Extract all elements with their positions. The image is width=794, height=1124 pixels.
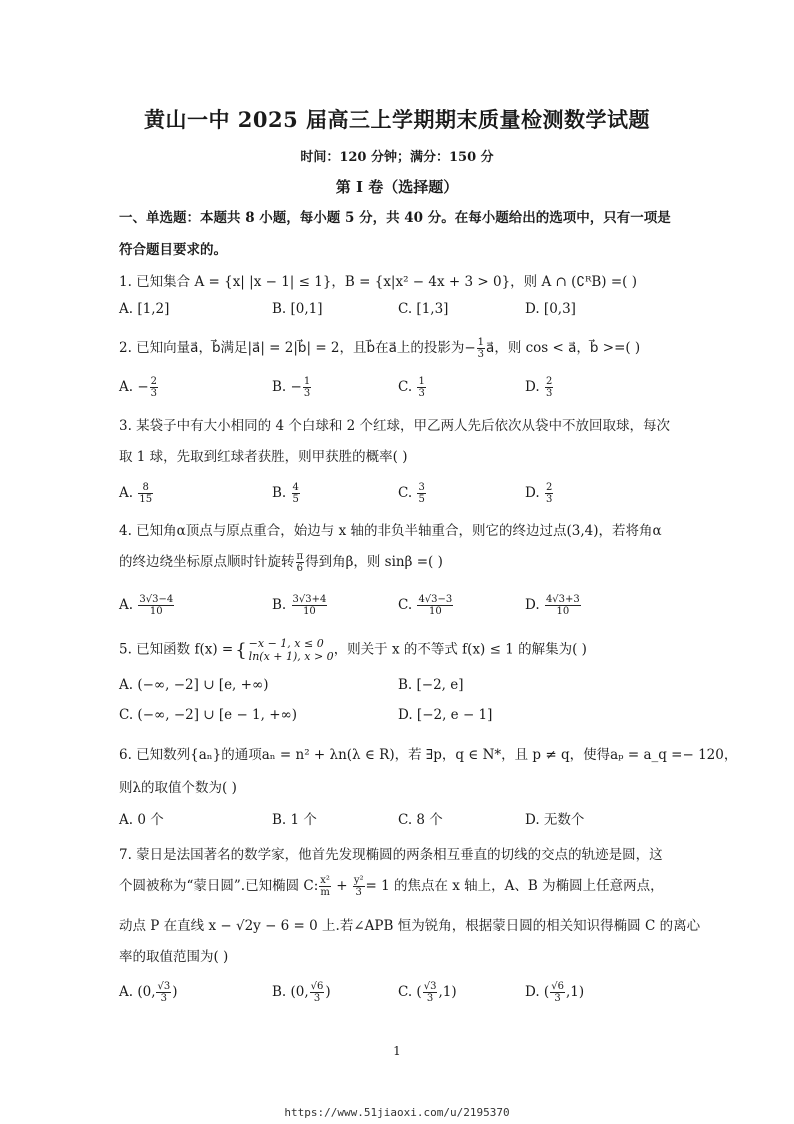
q1-option-a: A. [1,2] — [119, 301, 170, 317]
q4-option-c: C. $\frac{4√3-3}{10}$ — [398, 594, 453, 617]
page-number: 1 — [393, 1044, 401, 1058]
q6-option-a: A. 0 个 — [119, 812, 164, 828]
q2-stem-part-2: a⃗，则 cos < a⃗，b⃗ >=( ) — [486, 340, 641, 356]
q5-option-d: D. [−2, e − 1] — [398, 707, 493, 723]
q2-option-a: A. − $\frac{2}{3}$ — [119, 376, 158, 399]
q2-option-c: C. $\frac{1}{3}$ — [398, 376, 425, 399]
q7-stem-line-4: 率的取值范围为( ) — [119, 949, 229, 965]
q1-stem: 1. 已知集合 A = {x| |x − 1| ≤ 1}，B = {x|x² − 4x + 3 > 0}，则 A ∩ (∁ᴿB) =( ) — [119, 274, 637, 290]
q6-option-b: B. 1 个 — [272, 812, 317, 828]
q1-option-d: D. [0,3] — [525, 301, 576, 317]
q1-option-c: C. [1,3] — [398, 301, 449, 317]
q7-option-a: A. (0, $\frac{√3}{3}$ ) — [119, 981, 178, 1004]
fraction: $\frac{1}{3}$ — [477, 337, 485, 360]
source-footer[interactable]: https://www.51jiaoxi.com/u/2195370 — [284, 1106, 510, 1119]
q3-option-b: B. $\frac{4}{5}$ — [272, 482, 299, 505]
q3-option-c: C. $\frac{3}{5}$ — [398, 482, 425, 505]
q4-stem-line-1: 4. 已知角α顶点与原点重合，始边与 x 轴的非负半轴重合，则它的终边过点(3,4)，若将角α — [119, 523, 662, 539]
q2-stem — [119, 336, 640, 360]
q2-option-b: B. − $\frac{1}{3}$ — [272, 376, 311, 399]
q5-option-b: B. [−2, e] — [398, 677, 464, 693]
q5-stem: 5. 已知函数 f(x) = { −x − 1, x ≤ 0 ln(x + 1), x > 0 ，则关于 x 的不等式 f(x) ≤ 1 的解集为( ) — [119, 637, 587, 663]
q6-stem-line-1: 6. 已知数列{aₙ}的通项aₙ = n² + λn(λ ∈ R)，若 ∃p，q ∈ N*，且 p ≠ q，使得aₚ = a_q =− 120， — [119, 747, 738, 763]
q3-stem-line-1: 3. 某袋子中有大小相同的 4 个白球和 2 个红球，甲乙两人先后依次从袋中不放回取球，每次 — [119, 418, 671, 434]
q1-option-b: B. [0,1] — [272, 301, 323, 317]
q7-option-d: D. ( $\frac{√6}{3}$ ,1) — [525, 981, 585, 1004]
q5-option-c: C. (−∞, −2] ∪ [e − 1, +∞) — [119, 707, 298, 723]
q3-option-a: A. $\frac{8}{15}$ — [119, 482, 153, 505]
exam-title: 黄山一中 2025 届高三上学期期末质量检测数学试题 — [143, 107, 651, 132]
q3-option-d: D. $\frac{2}{3}$ — [525, 482, 553, 505]
q5-piece-1: −x − 1, x ≤ 0 — [248, 637, 324, 650]
q6-option-d: D. 无数个 — [525, 812, 585, 828]
q5-piece-2: ln(x + 1), x > 0 — [248, 650, 334, 663]
q7-option-c: C. ( $\frac{√3}{3}$ ,1) — [398, 981, 457, 1004]
q5-option-a: A. (−∞, −2] ∪ [e, +∞) — [119, 677, 269, 693]
q4-option-d: D. $\frac{4√3+3}{10}$ — [525, 594, 580, 617]
q4-option-b: B. $\frac{3√3+4}{10}$ — [272, 594, 327, 617]
instructions-line-2: 符合题目要求的。 — [119, 242, 227, 258]
q2-stem-part-1: 2. 已知向量a⃗，b⃗满足|a⃗| = 2|b⃗| = 2，且b⃗在a⃗上的投影为− — [119, 340, 476, 356]
q6-option-c: C. 8 个 — [398, 812, 443, 828]
q4-stem-line-2: 的终边绕坐标原点顺时针旋转 $\frac{\pi}{6}$ 得到角β，则 sinβ =( ) — [119, 551, 443, 574]
instructions-line-1: 一、单选题：本题共 8 小题，每小题 5 分，共 40 分。在每小题给出的选项中，只有一项是 — [119, 210, 671, 226]
q2-option-d: D. $\frac{2}{3}$ — [525, 376, 553, 399]
q7-stem-line-2: 个圆被称为“蒙日圆”.已知椭圆 C: $\frac{\text{x²}}{m}$ + $\frac{\text{y²}}{3}$ = 1 的焦点在 x 轴上，A、B 为椭圆上任意两点， — [119, 875, 664, 898]
q7-stem-line-1: 7. 蒙日是法国著名的数学家，他首先发现椭圆的两条相互垂直的切线的交点的轨迹是圆，这 — [119, 847, 663, 863]
section-title: 第 I 卷（选择题） — [335, 178, 459, 196]
q7-stem-line-3: 动点 P 在直线 x − √2y − 6 = 0 上.若∠APB 恒为锐角，根据蒙日圆的相关知识得椭圆 C 的离心 — [119, 918, 701, 934]
q6-stem-line-2: 则λ的取值个数为( ) — [119, 780, 237, 796]
q4-option-a: A. $\frac{3√3-4}{10}$ — [119, 594, 174, 617]
q3-stem-line-2: 取 1 球，先取到红球者获胜，则甲获胜的概率( ) — [119, 449, 408, 465]
q7-option-b: B. (0, $\frac{√6}{3}$ ) — [272, 981, 331, 1004]
exam-subtitle: 时间：120 分钟；满分：150 分 — [300, 150, 494, 165]
